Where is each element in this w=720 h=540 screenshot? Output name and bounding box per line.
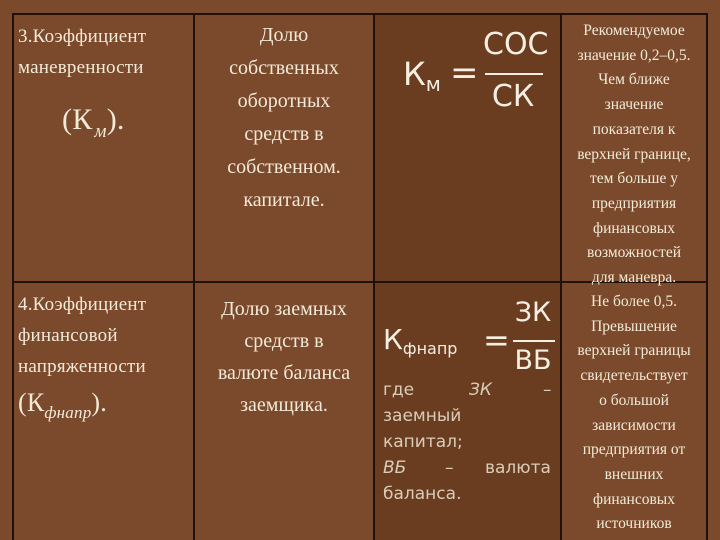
row1-name-cell <box>18 23 193 149</box>
row2-where-word: где <box>383 380 415 400</box>
row2-symbol-open: (К <box>18 388 45 417</box>
row2-formula-lhs <box>383 323 457 358</box>
row1-desc-line: оборотных <box>237 90 331 112</box>
row2-where-symbol: ВБ <box>383 458 407 478</box>
row2-reco-line: Превышение <box>591 317 677 335</box>
table-border-right <box>706 13 708 540</box>
row1-formula-denominator: СК <box>491 79 535 114</box>
row1-formula-eq: = <box>450 53 479 93</box>
row2-symbol <box>18 388 193 428</box>
row2-formula-denominator: ВБ <box>514 345 552 376</box>
row2-reco-line: зависимости <box>592 416 676 434</box>
row1-reco-line: возможностей <box>586 244 681 262</box>
row1-reco-line: значение <box>604 96 664 114</box>
row2-where-line: капитал; <box>383 432 463 452</box>
row1-reco-line: для маневра. <box>591 269 677 287</box>
row2-where-line: заемный <box>383 406 462 426</box>
row2-formula-eq: = <box>483 321 510 359</box>
row2-reco-line: финансовых <box>593 490 675 508</box>
row1-desc-line: средств в <box>244 123 324 145</box>
row2-where-line: баланса. <box>383 484 462 504</box>
row2-name-line1: 4.Коэффициент <box>18 294 147 315</box>
row2-name-line2: финансовой <box>18 325 118 346</box>
row1-desc-line: собственных <box>229 57 339 79</box>
table-border-left <box>12 13 14 540</box>
row2-symbol-close: ). <box>91 388 107 417</box>
row2-where-word: валюта <box>485 458 551 478</box>
row2-formula-numerator: ЗК <box>514 297 552 328</box>
row2-reco-line: Не более 0,5. <box>591 293 677 310</box>
row1-symbol <box>62 103 193 149</box>
row2-where-line <box>383 377 555 403</box>
row2-formula-lhs-sub: фнапр <box>402 339 458 358</box>
row1-formula-lhs-sub: м <box>425 72 441 96</box>
row1-fraction-line <box>485 73 543 75</box>
row1-desc-line: собственном. <box>227 156 341 178</box>
row1-recommendation-cell <box>562 19 706 291</box>
row1-reco-line: значение 0,2–0,5. <box>577 46 691 64</box>
row2-formula <box>375 283 560 383</box>
row2-formula-explanation <box>383 377 555 507</box>
row1-symbol-sub: м <box>94 121 107 142</box>
row2-reco-line: источников <box>596 515 672 533</box>
row2-formula-cell <box>375 283 560 540</box>
row2-recommendation-cell <box>562 290 706 537</box>
row1-reco-line: финансовых <box>593 219 675 237</box>
row1-formula-numerator: СОС <box>483 27 549 62</box>
row1-formula-lhs-main: К <box>403 55 426 93</box>
row1-description-cell <box>195 19 373 217</box>
row2-reco-line: о большой <box>599 391 669 409</box>
row1-reco-line: тем больше у <box>589 170 678 188</box>
row2-name-cell <box>18 291 193 428</box>
row1-reco-line: верхней границе, <box>577 145 691 163</box>
row2-where-line <box>383 455 555 481</box>
row1-symbol-open: (К <box>62 103 93 136</box>
row2-formula-lhs-main: К <box>383 323 403 356</box>
row2-where-dash: – <box>445 458 454 478</box>
row2-reco-line: верхней границы <box>577 342 691 360</box>
row1-name-line2: маневренности <box>18 57 144 78</box>
row2-name-line3: напряженности <box>18 356 146 377</box>
row1-reco-line: показателя к <box>592 120 676 138</box>
row2-fraction-line <box>513 340 555 342</box>
row2-symbol-sub: фнапр <box>44 403 92 422</box>
row1-name-line1: 3.Коэффициент <box>18 26 147 47</box>
row2-reco-line: предприятия от <box>582 441 686 459</box>
row2-where-dash: – <box>543 380 552 400</box>
row2-reco-line: свидетельствует <box>580 367 688 385</box>
row2-desc-line: Долю заемных <box>221 298 347 320</box>
row1-reco-line: Рекомендуемое <box>583 22 685 39</box>
row1-symbol-close: ). <box>106 103 125 136</box>
row2-where-symbol: ЗК <box>469 380 492 400</box>
row2-description-cell <box>195 293 373 421</box>
row2-desc-line: заемщика. <box>240 394 328 416</box>
row1-reco-line: предприятия <box>591 194 677 212</box>
row1-desc-line: Долю <box>259 24 309 46</box>
row2-desc-line: валюте баланса <box>217 362 351 384</box>
table-border-top <box>12 13 708 15</box>
row1-formula-cell <box>375 15 560 281</box>
row1-formula <box>375 15 560 135</box>
row1-desc-line: капитале. <box>243 189 325 211</box>
row1-formula-lhs <box>403 55 441 96</box>
row1-reco-line: Чем ближе <box>598 71 670 89</box>
row2-desc-line: средств в <box>244 330 324 352</box>
row2-reco-line: внешних <box>604 465 664 483</box>
